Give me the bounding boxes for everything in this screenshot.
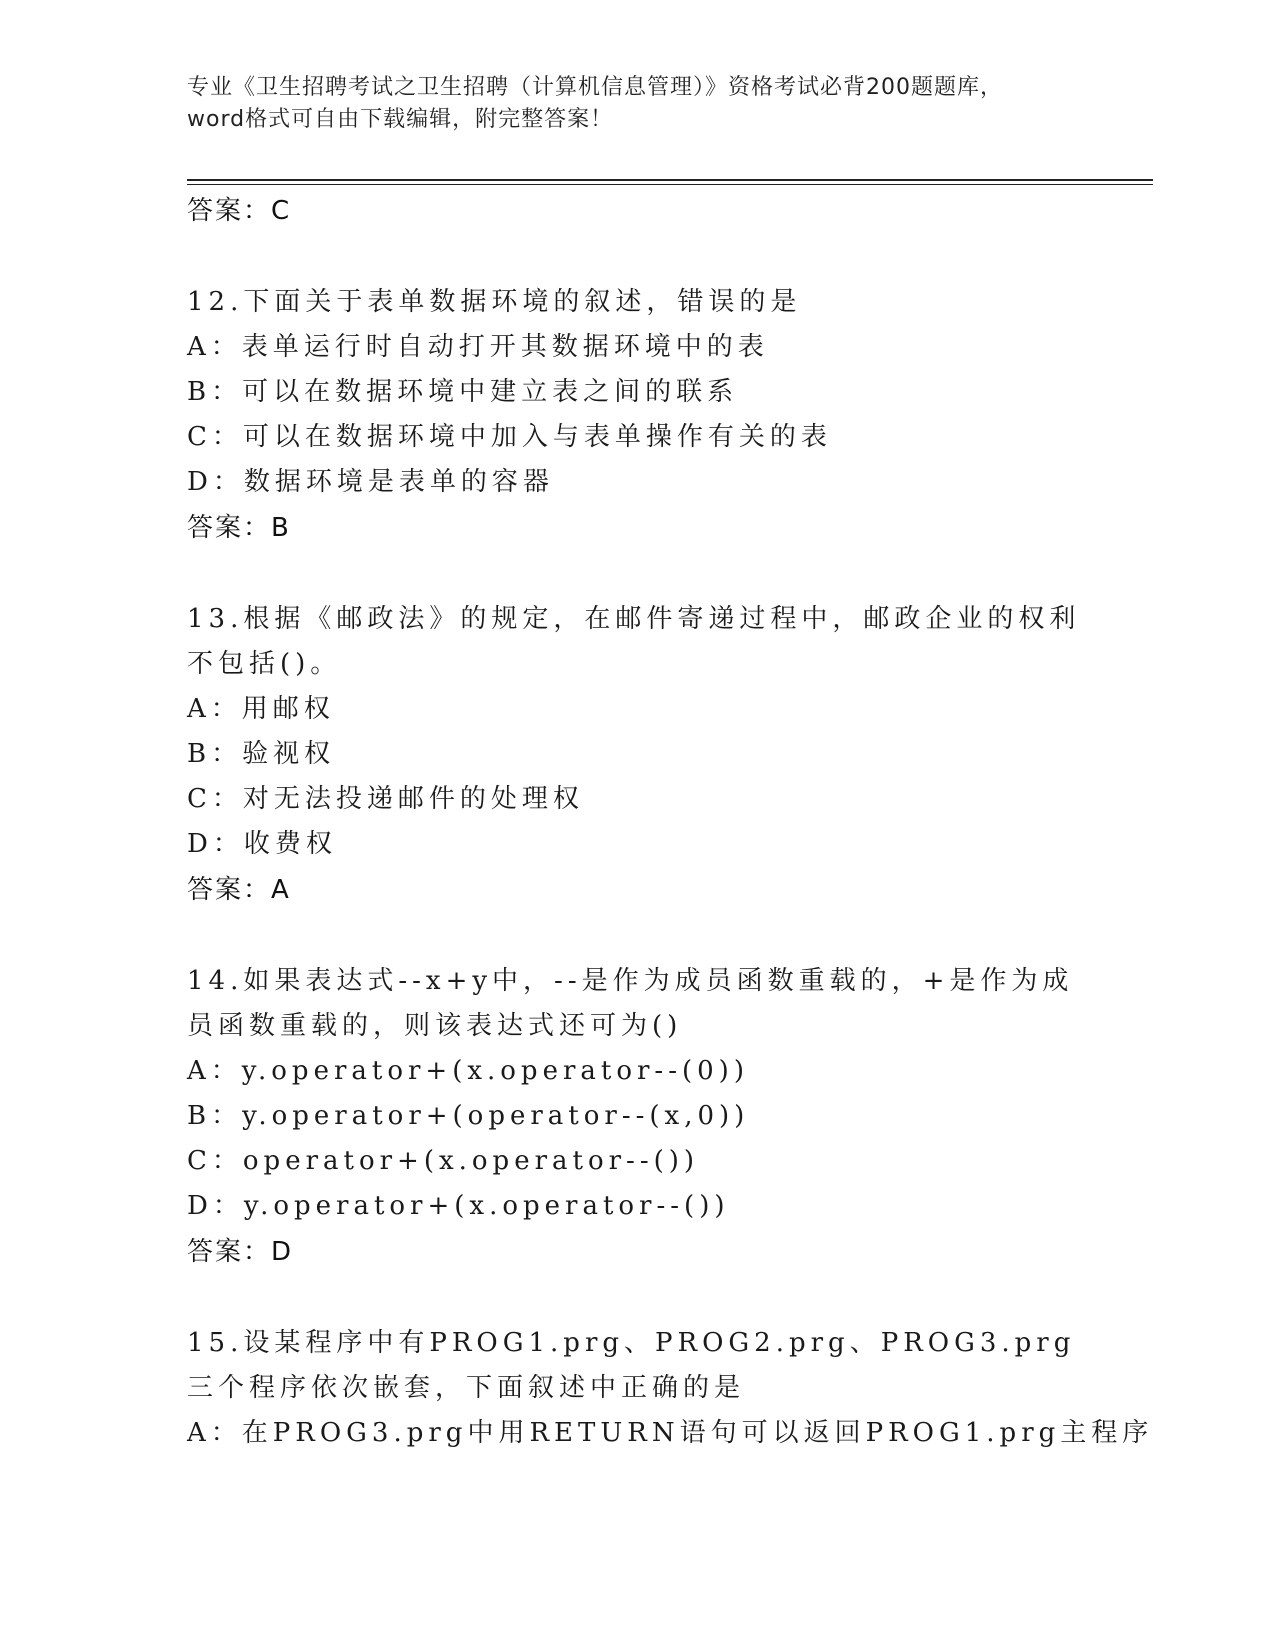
option-a: A：用邮权 [187, 694, 335, 724]
question-stem: 14.如果表达式--x+y中，--是作为成员函数重载的，+是作为成员函数重载的，则该表达式还可为() [187, 966, 1074, 1041]
option-b: B：验视权 [187, 739, 336, 769]
option-d: D：y.operator+(x.operator--()) [187, 1191, 730, 1221]
question-stem: 15.设某程序中有PROG1.prg、PROG2.prg、PROG3.prg三个程序依次嵌套，下面叙述中正确的是 [187, 1328, 1076, 1403]
option-b: B：y.operator+(operator--(x,0)) [187, 1101, 750, 1131]
option-c: C：可以在数据环境中加入与表单操作有关的表 [187, 422, 832, 452]
answer-line: 答案：C [187, 196, 292, 226]
question-stem: 12.下面关于表单数据环境的叙述，错误的是 [187, 287, 802, 317]
header-line-2: word格式可自由下载编辑，附完整答案！ [187, 107, 614, 132]
option-a: A：y.operator+(x.operator--(0)) [187, 1056, 749, 1086]
answer-line: 答案：A [187, 875, 291, 905]
spacer [187, 551, 1087, 597]
spacer [187, 234, 1087, 280]
option-c: C：对无法投递邮件的处理权 [187, 784, 584, 814]
option-b: B：可以在数据环境中建立表之间的联系 [187, 377, 739, 407]
header-divider-thick [187, 179, 1153, 181]
document-header [187, 72, 1087, 136]
answer-line: 答案：D [187, 1237, 294, 1267]
question-stem: 13.根据《邮政法》的规定，在邮件寄递过程中，邮政企业的权利不包括()。 [187, 604, 1081, 679]
spacer [187, 1275, 1087, 1321]
question-list [187, 188, 1154, 1456]
option-a: A：表单运行时自动打开其数据环境中的表 [187, 332, 769, 362]
spacer [187, 913, 1087, 959]
question-15 [187, 1321, 1154, 1456]
option-d: D：收费权 [187, 829, 337, 859]
header-line-1: 专业《卫生招聘考试之卫生招聘（计算机信息管理）》资格考试必背200题题库， [187, 75, 1003, 100]
option-a: A：在PROG3.prg中用RETURN语句可以返回PROG1.prg主程序 [187, 1418, 1154, 1448]
question-14 [187, 959, 1087, 1275]
option-c: C：operator+(x.operator--()) [187, 1146, 700, 1176]
option-d: D：数据环境是表单的容器 [187, 467, 554, 497]
answer-line: 答案：B [187, 513, 291, 543]
question-13 [187, 597, 1087, 913]
question-12 [187, 280, 1087, 551]
header-divider-thin [187, 184, 1153, 185]
